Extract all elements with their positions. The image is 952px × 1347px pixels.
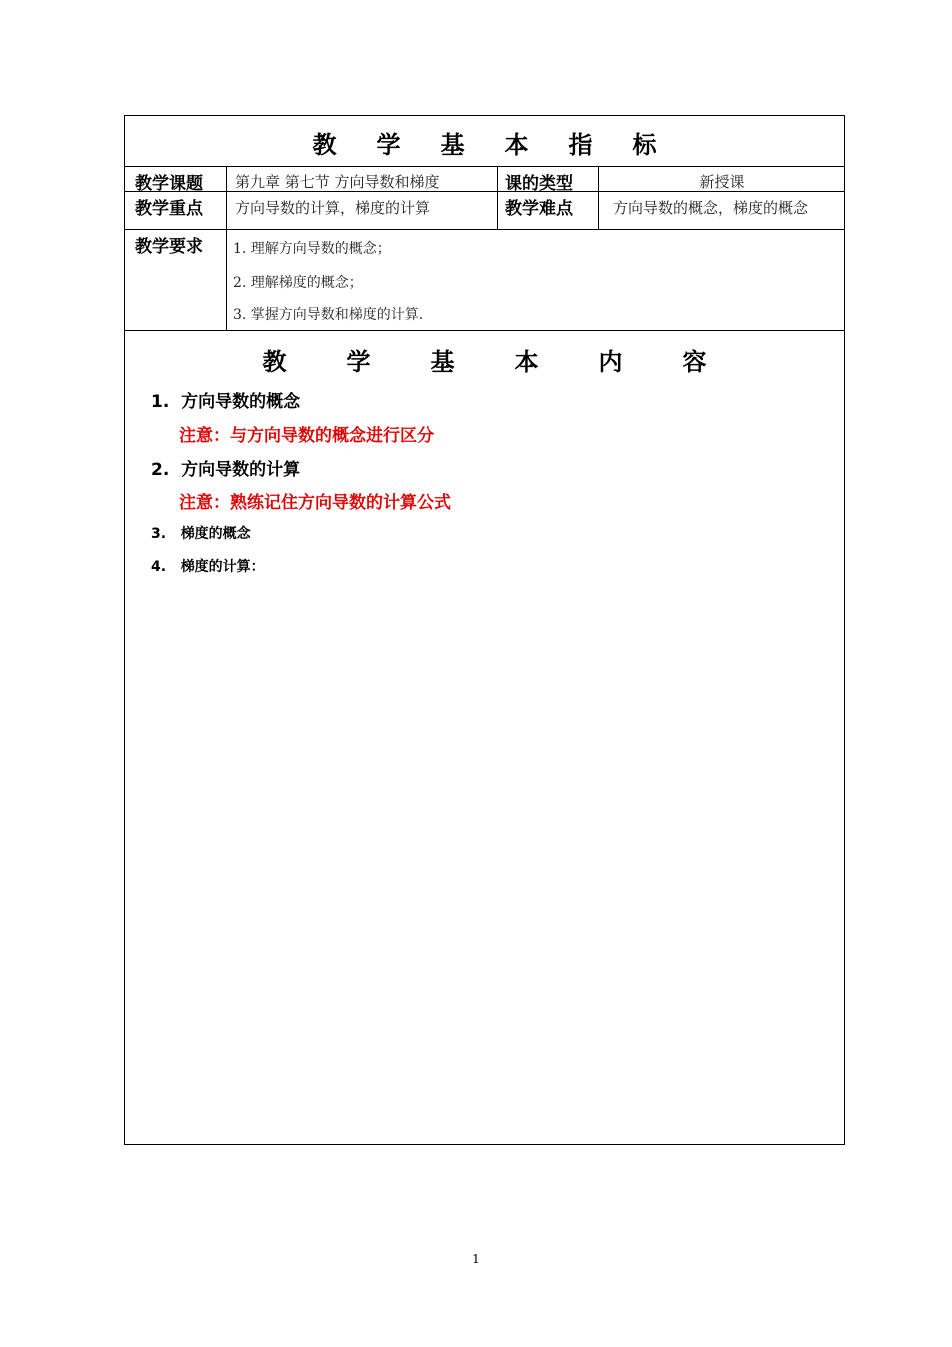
- row-divider: [125, 330, 844, 331]
- indicators-title: [125, 125, 844, 160]
- item-number: 3.: [151, 526, 167, 542]
- content-item-4: [151, 556, 265, 576]
- item-number: 1.: [151, 392, 170, 412]
- difficulty-value: 方向导数的概念，梯度的概念: [613, 199, 809, 217]
- item-text: 方向导数的概念: [181, 392, 301, 412]
- content-note-2: 注意：熟练记住方向导数的计算公式: [179, 493, 451, 513]
- item-text: 梯度的计算：: [180, 559, 265, 575]
- item-text: 方向导数的计算: [181, 460, 301, 480]
- type-label: 课的类型: [505, 174, 573, 194]
- content-title: [125, 342, 844, 377]
- requirement-item: 2. 理解梯度的概念；: [233, 275, 363, 291]
- item-number: 4.: [151, 559, 167, 575]
- topic-label: 教学课题: [135, 174, 203, 194]
- content-title-char: 教: [262, 348, 287, 376]
- indicators-title-char: 教: [312, 131, 337, 159]
- content-title-char: 基: [430, 348, 455, 376]
- difficulty-label: 教学难点: [505, 199, 573, 219]
- indicators-title-char: 学: [376, 131, 401, 159]
- type-value: 新授课: [699, 173, 745, 191]
- column-divider: [497, 166, 498, 229]
- indicators-title-char: 指: [568, 131, 593, 159]
- content-title-char: 本: [514, 348, 539, 376]
- row-divider: [125, 229, 844, 230]
- content-item-2: [151, 455, 300, 480]
- row-divider: [125, 166, 844, 167]
- content-item-3: [151, 523, 251, 543]
- requirement-item: 1. 理解方向导数的概念；: [233, 241, 391, 257]
- requirement-item: 3. 掌握方向导数和梯度的计算.: [233, 307, 424, 323]
- topic-value: 第九章 第七节 方向导数和梯度: [235, 173, 440, 191]
- lesson-plan-table: [124, 115, 845, 1145]
- key-points-value: 方向导数的计算，梯度的计算: [235, 199, 431, 217]
- indicators-title-char: 本: [504, 131, 529, 159]
- column-divider: [226, 166, 227, 330]
- item-number: 2.: [151, 460, 170, 480]
- requirements-label: 教学要求: [135, 237, 203, 257]
- item-text: 梯度的概念: [180, 526, 251, 542]
- content-note-1: 注意：与方向导数的概念进行区分: [179, 426, 434, 446]
- content-title-char: 学: [346, 348, 371, 376]
- content-title-char: 容: [682, 348, 707, 376]
- indicators-title-char: 标: [632, 131, 657, 159]
- content-title-char: 内: [598, 348, 623, 376]
- key-points-label: 教学重点: [135, 199, 203, 219]
- content-item-1: [151, 387, 300, 412]
- page-number: 1: [472, 1252, 480, 1266]
- indicators-title-char: 基: [440, 131, 465, 159]
